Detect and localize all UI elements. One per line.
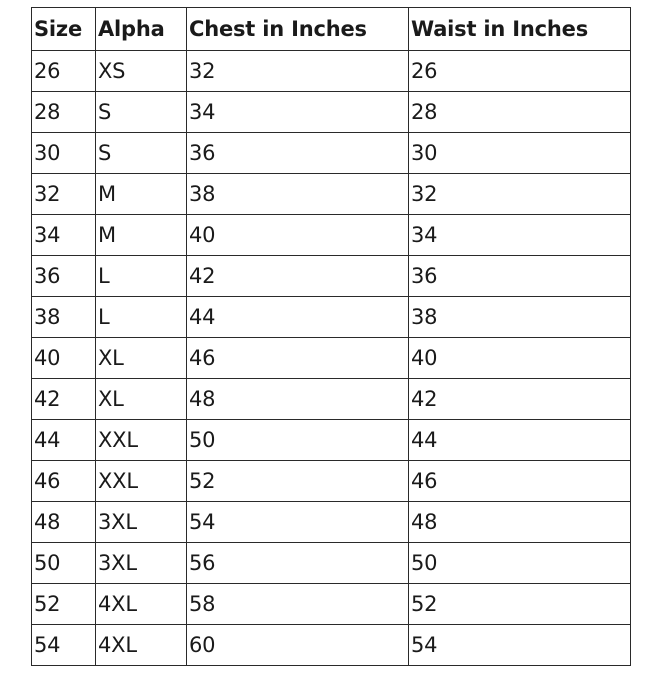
alpha-cell: S (96, 133, 187, 174)
chest-cell: 54 (187, 502, 409, 543)
size-cell: 54 (32, 625, 96, 666)
alpha-cell: M (96, 215, 187, 256)
chest-cell: 36 (187, 133, 409, 174)
waist-cell: 54 (409, 625, 631, 666)
alpha-cell: XS (96, 51, 187, 92)
alpha-cell: 3XL (96, 543, 187, 584)
waist-cell: 28 (409, 92, 631, 133)
alpha-cell: S (96, 92, 187, 133)
chest-cell: 60 (187, 625, 409, 666)
table-row (32, 502, 631, 543)
size-cell: 52 (32, 584, 96, 625)
header-alpha: Alpha (96, 8, 187, 51)
size-cell: 30 (32, 133, 96, 174)
table-row (32, 584, 631, 625)
waist-cell: 50 (409, 543, 631, 584)
header-row (32, 8, 631, 51)
chest-cell: 50 (187, 420, 409, 461)
chest-cell: 40 (187, 215, 409, 256)
alpha-cell: M (96, 174, 187, 215)
table-row (32, 379, 631, 420)
chest-cell: 56 (187, 543, 409, 584)
waist-cell: 38 (409, 297, 631, 338)
size-cell: 50 (32, 543, 96, 584)
size-cell: 36 (32, 256, 96, 297)
size-cell: 32 (32, 174, 96, 215)
chest-cell: 38 (187, 174, 409, 215)
size-cell: 40 (32, 338, 96, 379)
table-row (32, 338, 631, 379)
waist-cell: 34 (409, 215, 631, 256)
alpha-cell: XL (96, 379, 187, 420)
table-row (32, 133, 631, 174)
chest-cell: 32 (187, 51, 409, 92)
chest-cell: 42 (187, 256, 409, 297)
table-row (32, 215, 631, 256)
table-row (32, 420, 631, 461)
waist-cell: 26 (409, 51, 631, 92)
chest-cell: 52 (187, 461, 409, 502)
table-row (32, 543, 631, 584)
size-cell: 42 (32, 379, 96, 420)
waist-cell: 52 (409, 584, 631, 625)
table-body (32, 51, 631, 666)
table-row (32, 256, 631, 297)
size-cell: 46 (32, 461, 96, 502)
size-cell: 26 (32, 51, 96, 92)
chest-cell: 34 (187, 92, 409, 133)
chest-cell: 48 (187, 379, 409, 420)
size-cell: 28 (32, 92, 96, 133)
header-chest: Chest in Inches (187, 8, 409, 51)
waist-cell: 42 (409, 379, 631, 420)
table-row (32, 174, 631, 215)
waist-cell: 36 (409, 256, 631, 297)
alpha-cell: XXL (96, 461, 187, 502)
size-cell: 34 (32, 215, 96, 256)
header-waist: Waist in Inches (409, 8, 631, 51)
table-row (32, 92, 631, 133)
waist-cell: 44 (409, 420, 631, 461)
size-cell: 44 (32, 420, 96, 461)
table-row (32, 625, 631, 666)
waist-cell: 30 (409, 133, 631, 174)
table-row (32, 461, 631, 502)
size-chart-table (31, 7, 631, 666)
chest-cell: 58 (187, 584, 409, 625)
alpha-cell: 3XL (96, 502, 187, 543)
size-cell: 48 (32, 502, 96, 543)
waist-cell: 48 (409, 502, 631, 543)
waist-cell: 40 (409, 338, 631, 379)
size-cell: 38 (32, 297, 96, 338)
table-header (32, 8, 631, 51)
alpha-cell: XL (96, 338, 187, 379)
table-row (32, 297, 631, 338)
alpha-cell: 4XL (96, 625, 187, 666)
chest-cell: 46 (187, 338, 409, 379)
alpha-cell: L (96, 256, 187, 297)
alpha-cell: 4XL (96, 584, 187, 625)
header-size: Size (32, 8, 96, 51)
waist-cell: 46 (409, 461, 631, 502)
alpha-cell: XXL (96, 420, 187, 461)
alpha-cell: L (96, 297, 187, 338)
waist-cell: 32 (409, 174, 631, 215)
table-row (32, 51, 631, 92)
chest-cell: 44 (187, 297, 409, 338)
